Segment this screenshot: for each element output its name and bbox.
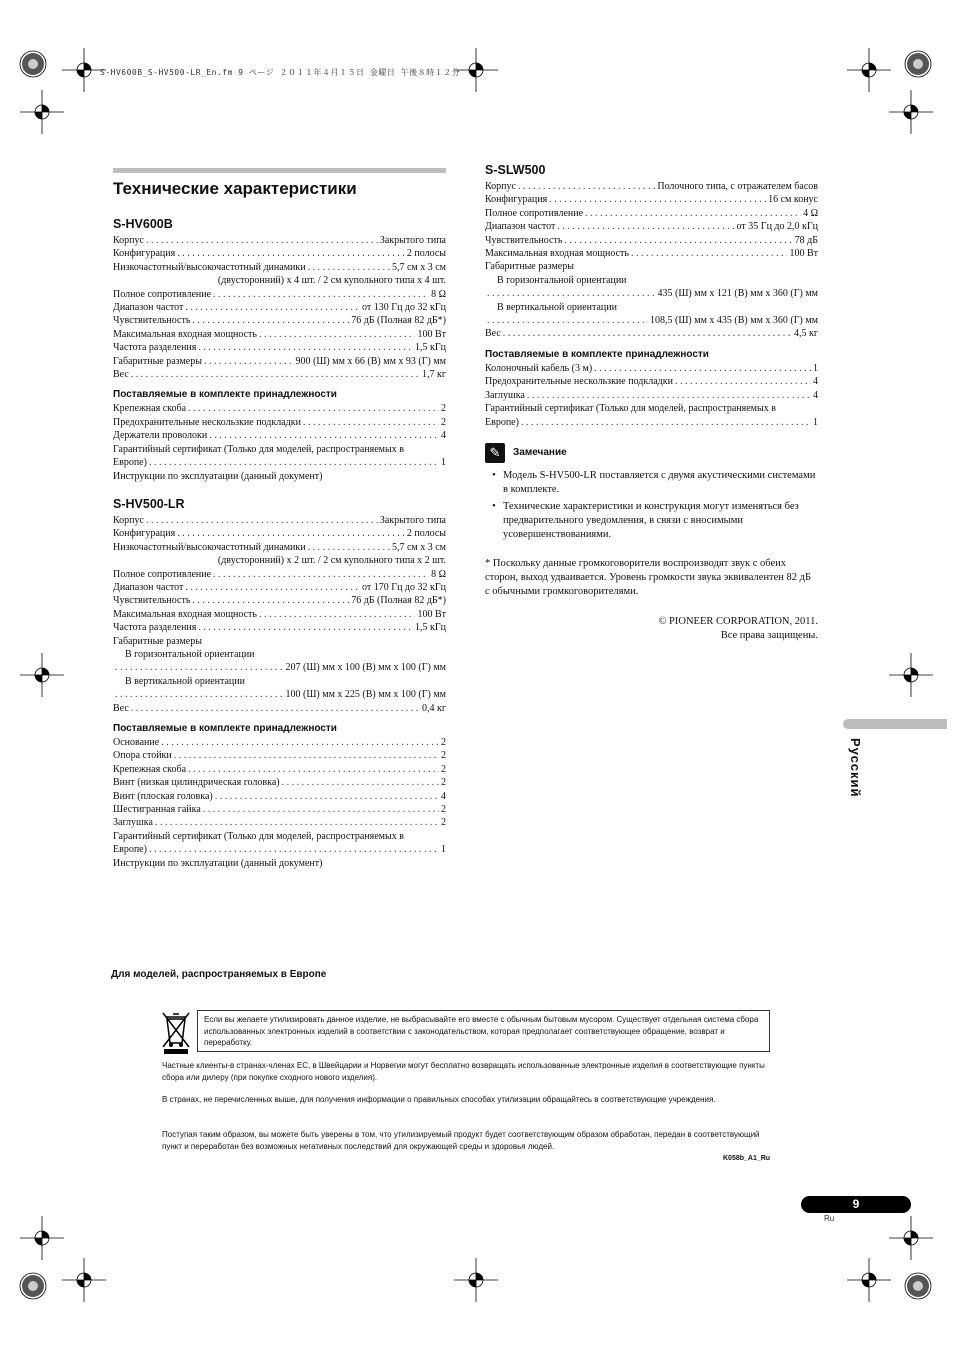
spec-row (113, 594, 446, 607)
spec-row (113, 790, 446, 803)
spec-row (113, 247, 446, 260)
spec-label: Европе) (485, 416, 519, 428)
accessory-list-slw500 (485, 362, 818, 429)
spec-value: 4 (813, 389, 818, 401)
right-column (485, 163, 818, 643)
model-heading-hv600b: S-HV600B (113, 217, 173, 231)
spec-label: Полное сопротивление (485, 207, 584, 219)
spec-row (113, 355, 446, 368)
page-language-code: Ru (824, 1214, 835, 1223)
spec-row (485, 362, 818, 375)
spec-row (113, 429, 446, 442)
spec-row (113, 661, 446, 674)
spec-row: Инструкции по эксплуатации (данный документ) (113, 470, 323, 482)
spec-label: Держатели проволоки (113, 430, 208, 442)
dot-leader (204, 355, 294, 368)
spec-label: Заглушка (113, 817, 153, 829)
spec-value: 1 (813, 416, 818, 428)
spec-value: 1 (441, 844, 446, 856)
spec-row (485, 416, 818, 429)
note-header (485, 443, 818, 463)
dot-leader (161, 736, 439, 749)
spec-row (113, 368, 446, 381)
spec-row (485, 375, 818, 388)
spec-label: Частота разделения (113, 342, 197, 354)
spec-row (485, 207, 818, 220)
dot-leader (155, 816, 439, 829)
eu-paragraph-3: Поступая таким образом, вы можете быть уверены в том, что утилизируемый продукт будет соответствующим образом обработан, передан в соответствующий пункт и переработан без возможных негативных последствий для окружающей среды и здоровья людей. (162, 1130, 760, 1151)
dot-leader (146, 514, 378, 527)
spec-value: 1 (441, 457, 446, 469)
spec-row (113, 527, 446, 540)
spec-label: Крепежная скоба (113, 763, 187, 775)
spec-value: 4 (441, 430, 446, 442)
spec-value: 2 (441, 403, 446, 415)
spec-label: Корпус (485, 181, 516, 192)
spec-row (113, 736, 446, 749)
spec-value: 5,7 см x 3 см (391, 541, 446, 553)
accessory-list-hv500lr (113, 736, 446, 870)
spec-row: В вертикальной ориентации (125, 675, 245, 687)
spec-value: 900 (Ш) мм x 66 (В) мм x 93 (Г) мм (295, 355, 446, 367)
dot-leader (203, 803, 439, 816)
accessories-heading-slw500: Поставляемые в комплекте принадлежности (485, 348, 709, 360)
copyright: © PIONEER CORPORATION, 2011. (658, 615, 818, 627)
spec-value: 16 см конус (768, 194, 818, 206)
spec-value: 100 (Ш) мм x 225 (В) мм x 100 (Г) мм (285, 689, 446, 701)
spec-label: Винт (плоская головка) (113, 790, 213, 802)
dot-leader (631, 247, 787, 260)
dot-leader (149, 456, 439, 469)
spec-row (113, 581, 446, 594)
spec-value: 2 (441, 777, 446, 789)
spec-row: В горизонтальной ориентации (497, 274, 627, 286)
dot-leader (115, 661, 284, 674)
spec-label: Максимальная входная мощность (113, 608, 257, 620)
spec-label: Вес (113, 702, 129, 714)
spec-row (113, 776, 446, 789)
spec-label: Европе) (113, 844, 147, 856)
dot-leader (185, 581, 360, 594)
document-code: K058b_A1_Ru (723, 1155, 771, 1162)
spec-label: Конфигурация (113, 528, 176, 540)
language-tab-bar (843, 719, 947, 729)
dot-leader (188, 763, 439, 776)
dot-leader (549, 193, 766, 206)
spec-label: Чувствительность (485, 234, 563, 246)
dot-leader (192, 314, 349, 327)
spec-value: 8 Ω (431, 288, 446, 300)
spec-label: Вес (113, 369, 129, 381)
spec-value: 4 (813, 376, 818, 388)
spec-row: Габаритные размеры (113, 635, 202, 647)
spec-value: Закрытого типа (379, 235, 446, 246)
spec-label: Конфигурация (113, 248, 176, 260)
spec-row (113, 702, 446, 715)
spec-list-hv500lr (113, 514, 446, 715)
spec-row (113, 328, 446, 341)
dot-leader (131, 368, 420, 381)
dot-leader (209, 429, 439, 442)
dot-leader (215, 790, 439, 803)
spec-row (113, 301, 446, 314)
dot-leader (303, 416, 439, 429)
spec-row (113, 816, 446, 829)
page-title: Технические характеристики (113, 179, 357, 198)
dot-leader (308, 541, 390, 554)
spec-value: 8 Ω (431, 568, 446, 580)
spec-label: Корпус (113, 514, 144, 526)
spec-row (113, 234, 446, 247)
footnote: * Поскольку данные громкоговорители воспроизводят звук с обеих сторон, выход удваивается. Уровень громкости звука эквивалентен 82 дБ с обычными громкоговорителями. (485, 557, 812, 597)
note-bullet: • Модель S-HV500-LR поставляется с двумя акустическими системами в комплекте. (492, 469, 816, 495)
spec-row: Габаритные размеры (485, 261, 574, 273)
spec-label: Опора стойки (113, 750, 172, 762)
spec-value: 2 (441, 763, 446, 775)
spec-row (113, 456, 446, 469)
spec-label: Вес (485, 328, 501, 340)
spec-label: Максимальная входная мощность (485, 248, 629, 260)
spec-label: Максимальная входная мощность (113, 328, 257, 340)
spec-label: Диапазон частот (485, 221, 556, 233)
spec-row (113, 763, 446, 776)
spec-value: 0,4 кг (422, 702, 446, 714)
accessories-heading-hv600b: Поставляемые в комплекте принадлежности (113, 389, 337, 401)
spec-row: (двусторонний) x 4 шт. / 2 см купольного типа x 4 шт. (217, 275, 446, 287)
dot-leader (557, 220, 734, 233)
dot-leader (675, 375, 811, 388)
dot-leader (527, 389, 811, 402)
dot-leader (188, 402, 439, 415)
note-heading: Замечание (513, 447, 567, 459)
dot-leader (177, 527, 405, 540)
dot-leader (213, 288, 429, 301)
eu-paragraph-2: В странах, не перечисленных выше, для получения информации о правильных способах утилизации обращайтесь в соответствующие учреждения. (162, 1095, 716, 1104)
dot-leader (259, 328, 415, 341)
spec-row (113, 288, 446, 301)
spec-row (113, 608, 446, 621)
crossed-bin-icon (161, 1010, 191, 1054)
spec-label: Частота разделения (113, 622, 197, 634)
model-heading-slw500: S-SLW500 (485, 163, 546, 177)
dot-leader (564, 234, 792, 247)
spec-label: Предохранительные нескользкие подкладки (113, 416, 301, 428)
dot-leader (594, 362, 811, 375)
spec-value: 1,5 кГц (415, 622, 446, 634)
spec-value: 2 полосы (406, 528, 446, 540)
spec-label: Европе) (113, 457, 147, 469)
spec-value: 1,5 кГц (415, 342, 446, 354)
spec-value: 100 Вт (789, 248, 818, 260)
dot-leader (185, 301, 360, 314)
spec-value: 100 Вт (417, 328, 446, 340)
spec-label: Конфигурация (485, 194, 548, 206)
spec-list-slw500 (485, 180, 818, 341)
dot-leader (487, 314, 648, 327)
spec-row (113, 843, 446, 856)
spec-value: 207 (Ш) мм x 100 (В) мм x 100 (Г) мм (285, 662, 446, 674)
spec-value: 4 Ω (803, 207, 818, 219)
spec-row: (двусторонний) x 2 шт. / 2 см купольного типа x 2 шт. (217, 555, 446, 567)
spec-value: 4,5 кг (794, 328, 818, 340)
accessory-list-hv600b (113, 402, 446, 482)
eu-paragraph-1: Частные клиенты-в странах-членах ЕС, в Швейцарии и Норвегии могут бесплатно возвращать использованные электронные изделия в соответствующие пункты сбора или дилеру (при покупке сходного нового изделия). (162, 1061, 765, 1082)
spec-row (485, 389, 818, 402)
spec-value: 5,7 см x 3 см (391, 261, 446, 273)
spec-row (485, 234, 818, 247)
spec-value: Полочного типа, с отражателем басов (657, 181, 818, 192)
dot-leader (259, 608, 415, 621)
eu-disposal-box: Если вы желаете утилизировать данное изделие, не выбрасывайте его вместе с обычным бытовым мусором. Существует отдельная система сбора использованных электронных изделий в соответствии с законодательством, которая предполагает соответствующее обращение, возврат и переработку. (197, 1010, 770, 1052)
spec-value: 1,7 кг (422, 369, 446, 381)
spec-row (113, 402, 446, 415)
dot-leader (521, 416, 811, 429)
spec-row: Гарантийный сертификат (Только для моделей, распространяемых в (113, 443, 404, 455)
spec-value: 2 (441, 416, 446, 428)
spec-row: В вертикальной ориентации (497, 301, 617, 313)
spec-row (113, 749, 446, 762)
accessories-heading-hv500lr: Поставляемые в комплекте принадлежности (113, 723, 337, 734)
spec-row (485, 287, 818, 300)
dot-leader (585, 207, 801, 220)
dot-leader (149, 843, 439, 856)
spec-value: 2 (441, 817, 446, 829)
spec-row (113, 688, 446, 701)
spec-label: Низкочастотный/высокочастотный динамики (113, 261, 306, 273)
spec-value: Закрытого типа (379, 514, 446, 526)
dot-leader (518, 180, 655, 193)
spec-row (485, 247, 818, 260)
dot-leader (503, 327, 792, 340)
spec-row (113, 568, 446, 581)
spec-row (485, 180, 818, 193)
dot-leader (192, 594, 349, 607)
rights-reserved: Все права защищены. (720, 629, 818, 641)
pencil-note-icon: ✎ (485, 443, 505, 463)
spec-label: Корпус (113, 235, 144, 246)
spec-label: Диапазон частот (113, 302, 184, 314)
dot-leader (146, 234, 378, 247)
spec-row (113, 261, 446, 274)
dot-leader (198, 341, 413, 354)
title-bar (113, 168, 446, 173)
spec-row (485, 193, 818, 206)
spec-label: Полное сопротивление (113, 288, 212, 300)
spec-row: В горизонтальной ориентации (125, 648, 255, 660)
spec-row: Инструкции по эксплуатации (данный документ) (113, 857, 323, 869)
spec-value: 108,5 (Ш) мм x 435 (В) мм x 360 (Г) мм (650, 315, 818, 327)
spec-value: 2 (441, 804, 446, 816)
spec-label: Шестигранная гайка (113, 804, 201, 816)
dot-leader (198, 621, 413, 634)
spec-label: Чувствительность (113, 315, 191, 327)
page-number: 9 (801, 1196, 911, 1213)
spec-row (113, 314, 446, 327)
spec-value: 76 дБ (Полная 82 дБ*) (351, 595, 446, 607)
eu-section-title: Для моделей, распространяемых в Европе (111, 969, 327, 980)
left-column (113, 168, 446, 870)
spec-value: 100 Вт (417, 608, 446, 620)
dot-leader (174, 749, 439, 762)
dot-leader (487, 287, 656, 300)
spec-row (113, 621, 446, 634)
spec-label: Предохранительные нескользкие подкладки (485, 376, 673, 388)
spec-label: Диапазон частот (113, 581, 184, 593)
spec-row (113, 514, 446, 527)
spec-value: 76 дБ (Полная 82 дБ*) (351, 315, 446, 327)
spec-label: Основание (113, 737, 160, 748)
spec-list-hv600b (113, 234, 446, 381)
spec-label: Колоночный кабель (3 м) (485, 362, 593, 374)
file-header-line: S-HV600B_S-HV500-LR_En.fm 9 ページ ２０１１年４月１５日 金曜日 午後８時１２分 (100, 68, 461, 77)
spec-value: 78 дБ (794, 234, 818, 246)
spec-row: Гарантийный сертификат (Только для моделей, распространяемых в (113, 830, 404, 842)
spec-label: Заглушка (485, 389, 525, 401)
spec-value: от 35 Гц до 2,0 кГц (736, 221, 818, 233)
spec-value: от 170 Гц до 32 кГц (362, 581, 446, 593)
spec-value: 4 (441, 790, 446, 802)
spec-value: 435 (Ш) мм x 121 (В) мм x 360 (Г) мм (657, 288, 818, 300)
spec-row (113, 541, 446, 554)
spec-row (485, 220, 818, 233)
spec-label: Полное сопротивление (113, 568, 212, 580)
model-heading-hv500lr: S-HV500-LR (113, 496, 185, 511)
dot-leader (308, 261, 390, 274)
spec-row: Гарантийный сертификат (Только для моделей, распространяемых в (485, 403, 776, 415)
dot-leader (213, 568, 429, 581)
spec-row (113, 803, 446, 816)
spec-row (113, 341, 446, 354)
spec-label: Чувствительность (113, 595, 191, 607)
spec-value: от 130 Гц до 32 кГц (362, 302, 446, 314)
spec-label: Винт (низкая цилиндрическая головка) (113, 777, 280, 789)
spec-value: 2 (441, 737, 446, 748)
dot-leader (282, 776, 439, 789)
spec-row (485, 327, 818, 340)
spec-value: 1 (813, 362, 818, 374)
spec-label: Низкочастотный/высокочастотный динамики (113, 541, 306, 553)
spec-row (113, 416, 446, 429)
spec-row (485, 314, 818, 327)
spec-value: 2 (441, 750, 446, 762)
dot-leader (177, 247, 405, 260)
dot-leader (131, 702, 420, 715)
spec-value: 2 полосы (406, 248, 446, 260)
note-bullet: • Технические характеристики и конструкция могут изменяться без предварительного уведомления, в связи с вносимыми усовершенствованиями. (492, 500, 799, 540)
dot-leader (115, 688, 284, 701)
spec-label: Габаритные размеры (113, 355, 202, 367)
language-tab-label: Русский (848, 738, 863, 798)
spec-label: Крепежная скоба (113, 403, 187, 415)
